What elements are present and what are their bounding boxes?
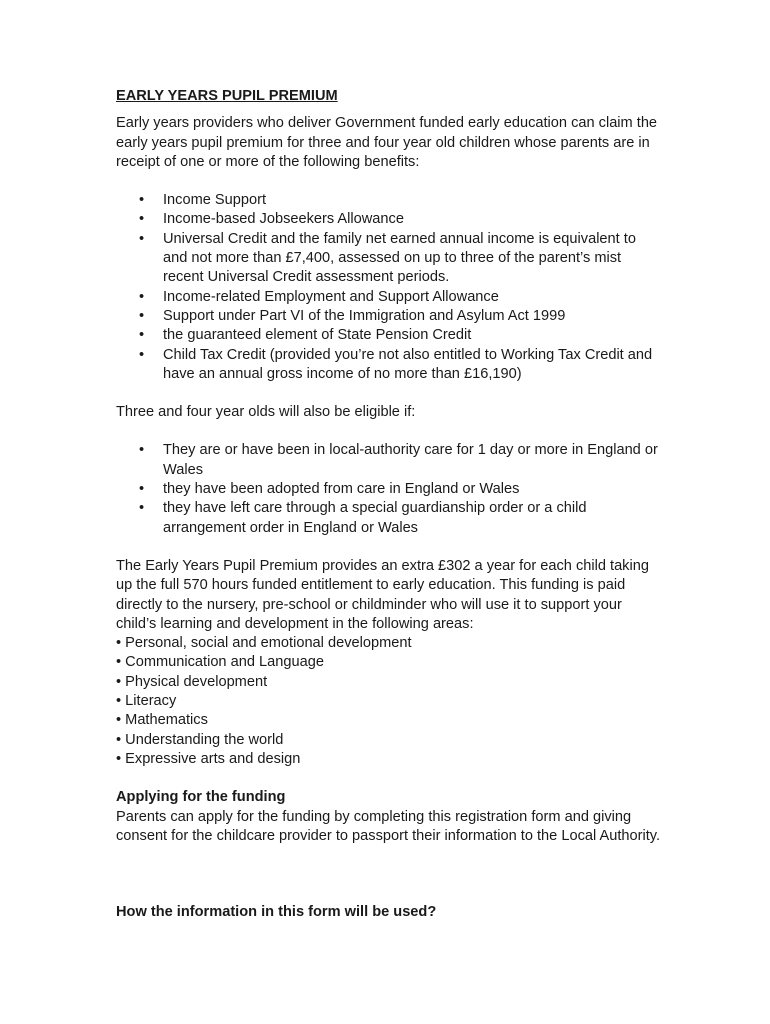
list-item: • Mathematics — [116, 712, 208, 729]
list-item: • they have left care through a special guardianship order or a child arrangement order in England or Wales — [139, 500, 587, 536]
bullet-icon: • — [139, 230, 145, 247]
list-item: • Physical development — [116, 673, 268, 690]
bullet-icon: • — [139, 346, 145, 363]
bullet-icon: • — [139, 192, 145, 209]
list-item: • Income-related Employment and Support Allowance — [116, 288, 661, 307]
list-item: • Income Support — [116, 191, 661, 210]
list-item: • they have been adopted from care in England or Wales — [116, 480, 661, 499]
info-heading: How the information in this form will be used? — [116, 904, 437, 921]
areas-list — [116, 634, 661, 769]
page-title: EARLY YEARS PUPIL PREMIUM — [116, 88, 338, 104]
eligible-intro: Three and four year olds will also be eligible if: — [116, 404, 416, 421]
bullet-icon: • — [139, 500, 145, 517]
list-item: • Income-based Jobseekers Allowance — [116, 210, 661, 229]
list-item: • the guaranteed element of State Pension Credit — [116, 326, 661, 345]
document-body — [116, 87, 661, 922]
list-item: • Child Tax Credit (provided you’re not also entitled to Working Tax Credit and have an annual gross income of no more than £16,190) — [139, 346, 653, 382]
list-item: • Personal, social and emotional development — [116, 635, 412, 652]
bullet-icon: • — [139, 211, 145, 228]
premium-paragraph: The Early Years Pupil Premium provides an extra £302 a year for each child taking up the full 570 hours funded entitlement to early education. This funding is paid directly to the nursery, pre-school or childminder who will use it to support your child’s learning and development in the following areas: — [116, 557, 649, 632]
list-item: • They are or have been in local-authority care for 1 day or more in England or Wales — [139, 442, 658, 478]
applying-paragraph: Parents can apply for the funding by completing this registration form and giving consent for the childcare provider to passport their information to the Local Authority. — [116, 808, 661, 844]
applying-heading: Applying for the funding — [116, 789, 286, 806]
list-item: • Universal Credit and the family net earned annual income is equivalent to and not more than £7,400, assessed on up to three of the parent’s mist recent Universal Credit assessment periods. — [139, 230, 636, 286]
list-item: • Expressive arts and design — [116, 750, 301, 767]
list-item: • Literacy — [116, 693, 177, 710]
bullet-icon: • — [139, 327, 145, 344]
bullet-icon: • — [139, 442, 145, 459]
bullet-icon: • — [139, 481, 145, 498]
bullet-icon: • — [139, 288, 145, 305]
list-item: • Communication and Language — [116, 654, 324, 671]
bullet-icon: • — [139, 307, 145, 324]
list-item: • Understanding the world — [116, 731, 284, 748]
intro-paragraph: Early years providers who deliver Government funded early education can claim the early years pupil premium for three and four year old children whose parents are in receipt of one or more of the following benefits: — [116, 115, 658, 170]
eligibility-list — [116, 441, 661, 537]
list-item: • Support under Part VI of the Immigration and Asylum Act 1999 — [116, 307, 661, 326]
benefits-list — [116, 191, 661, 384]
